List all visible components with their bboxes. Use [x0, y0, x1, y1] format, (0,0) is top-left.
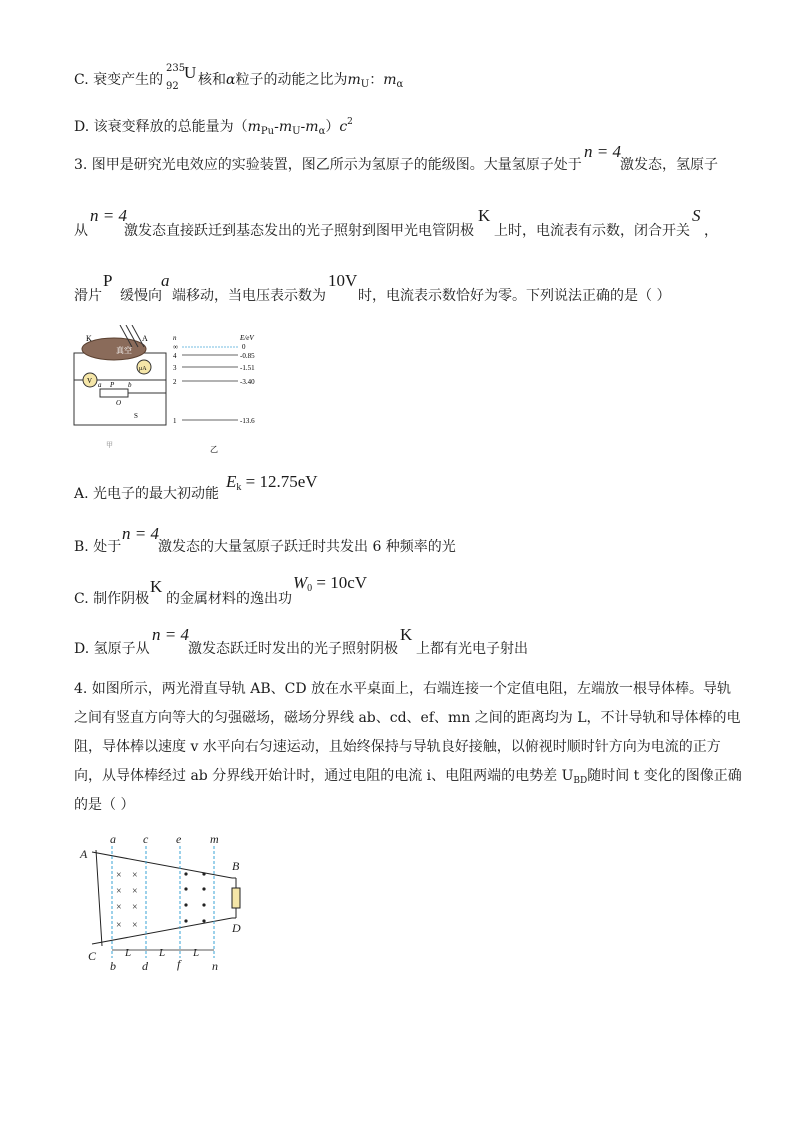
voltmeter-label: V: [87, 377, 93, 385]
level-2-e: -3.40: [240, 378, 255, 386]
mass-pu-sub: Pu: [260, 126, 275, 137]
rail-cd: [92, 918, 232, 944]
q4-line-2: 之间有竖直方向等大的匀强磁场，磁场分界线 ab、cd、ef、mn 之间的距离均为 L，不计导轨和导体棒的电: [74, 710, 741, 726]
mass-u-sub: U: [360, 79, 370, 90]
mass-u: m: [347, 72, 361, 88]
q3-l2a: 从: [74, 223, 88, 239]
option-c-text: [198, 71, 403, 94]
label-k: K: [86, 334, 92, 343]
option-d-energy: [74, 113, 353, 141]
field-boundaries: [112, 846, 214, 958]
paren-close: ）: [325, 119, 340, 135]
label-top-e: e: [176, 832, 182, 846]
q3-switch-s-text: S: [692, 206, 701, 225]
rail-magnetic-field-figure: [70, 832, 260, 977]
tube-label: 真空: [116, 346, 132, 355]
label-rail-a: A: [80, 847, 88, 861]
minus-1: -: [274, 119, 279, 135]
q3-option-c-k: K: [150, 577, 163, 596]
q3-l3a: 滑片: [74, 288, 102, 304]
q3-option-d-n4: [152, 626, 189, 644]
q3-option-d-post: 上都有光电子射出: [416, 641, 528, 657]
nuclide-mass-number: 235: [166, 63, 186, 74]
q3-l2d: ，: [704, 223, 718, 239]
q4-line-4: [74, 767, 742, 790]
figure-label-yi: 乙: [210, 445, 218, 454]
spacing-l-1: L: [125, 947, 132, 959]
label-top-m: m: [210, 832, 219, 846]
label-switch-s: S: [134, 412, 138, 420]
q3-slider-p: P: [103, 271, 113, 290]
level-1-e: -13.6: [240, 417, 255, 425]
option-d-prefix: D. 该衰变释放的总能量为（: [74, 119, 248, 135]
nuclide-symbol: U: [184, 63, 197, 82]
ek-sub: k: [236, 482, 242, 493]
ek-value: = 12.75eV: [241, 472, 318, 491]
q3-option-b-prefix: B. 处于: [74, 539, 122, 555]
svg-text:×: ×: [116, 870, 122, 881]
q4-line-1: 4. 如图所示，两光滑直导轨 AB、CD 放在水平桌面上，右端连接一个定值电阻，左端放一根导体棒。导轨: [74, 681, 732, 697]
q3-option-d-n4-text: n = 4: [152, 625, 189, 644]
label-bottom-b: b: [110, 959, 116, 973]
ratio-colon: ：: [369, 72, 384, 88]
q4-line-3: 阻，导体棒以速度 v 水平向右匀速运动，且始终保持与导轨良好接触，以俯视时顺时针方向为电流的正方: [74, 739, 721, 755]
work-function-sub: 0: [307, 583, 313, 594]
q3-option-b-n4-text: n = 4: [122, 524, 159, 543]
label-bottom-f: f: [177, 957, 181, 971]
resistor: [232, 888, 240, 908]
speed-of-light: c: [339, 119, 348, 135]
q3-n4-a-text: n = 4: [584, 142, 621, 161]
q3-voltage: 10V: [328, 271, 358, 290]
q3-n4-b-text: n = 4: [90, 206, 127, 225]
mass-u2: m: [278, 119, 293, 135]
spacing-l-2: L: [159, 947, 166, 959]
spacing-l-3: L: [193, 947, 200, 959]
level-1-n: 1: [173, 417, 177, 425]
q3-l3d: 时，电流表示数恰好为零。下列说法正确的是（ ）: [358, 288, 671, 304]
q3-cathode-k: K: [478, 206, 491, 225]
q3-option-a-formula: [226, 473, 318, 497]
option-c-mid: 核和: [198, 72, 226, 88]
level-inf-e: 0: [242, 343, 246, 351]
svg-text:×: ×: [116, 902, 122, 913]
q3-end-a-text: a: [161, 271, 170, 290]
mass-alpha: m: [383, 72, 397, 88]
q3-option-b-text: 激发态的大量氢原子跃迁时共发出 6 种频率的光: [158, 539, 456, 555]
mass-alpha2-sub: α: [318, 126, 326, 137]
q3-end-a: [161, 272, 170, 290]
q3-line-1: [74, 156, 582, 174]
svg-text:×: ×: [132, 870, 138, 881]
conductor-rod: [96, 850, 102, 946]
level-4-n: 4: [173, 352, 177, 360]
alpha-symbol: α: [226, 72, 236, 88]
rail-ab: [92, 852, 232, 878]
field-out-of-page: [184, 872, 205, 922]
mass-pu: m: [247, 119, 261, 135]
svg-text:×: ×: [132, 886, 138, 897]
svg-text:×: ×: [116, 886, 122, 897]
work-function-value: = 10cV: [312, 573, 368, 592]
svg-text:×: ×: [132, 920, 138, 931]
ek-symbol: E: [226, 472, 237, 491]
q4-line-4-tail: 随时间 t 变化的图像正确: [587, 768, 742, 784]
option-c-prefix: C. 衰变产生的: [74, 72, 164, 88]
e-header: E/eV: [240, 334, 254, 342]
q3-n4-a: [584, 143, 621, 161]
q3-l2b: 激发态直接跃迁到基态发出的光子照射到图甲光电管阴极: [124, 223, 474, 239]
label-small-o: O: [116, 399, 122, 407]
option-c-decay: [74, 71, 163, 89]
label-a: A: [142, 334, 148, 343]
q3-option-c-mid: 的金属材料的逸出功: [166, 591, 292, 607]
energy-level-diagram: [173, 334, 255, 454]
mass-alpha2: m: [305, 119, 319, 135]
q3-l2c: 上时，电流表有示数，闭合开关: [494, 223, 690, 239]
level-2-n: 2: [173, 378, 177, 386]
minus-2: -: [300, 119, 306, 135]
q3-l1a: 3. 图甲是研究光电效应的实验装置，图乙所示为氢原子的能级图。大量氢原子处于: [74, 157, 582, 173]
ubd-sub: BD: [573, 776, 588, 786]
rheostat: [100, 389, 128, 397]
label-small-a: a: [98, 381, 102, 389]
work-function-symbol: W: [293, 573, 308, 592]
q3-option-c-formula: [293, 574, 367, 598]
nuclide-charge-number: 92: [166, 81, 179, 92]
q3-option-d-prefix: D. 氢原子从: [74, 641, 150, 657]
level-3-n: 3: [173, 364, 177, 372]
q3-option-c-prefix: C. 制作阴极: [74, 591, 150, 607]
ammeter-label: μA: [139, 366, 147, 372]
mass-alpha-sub: α: [396, 79, 404, 90]
q3-option-d-mid: 激发态跃迁时发出的光子照射阴极: [188, 641, 398, 657]
label-small-p: P: [110, 381, 115, 389]
label-rail-b: B: [232, 859, 240, 873]
option-c-rest: 粒子的动能之比为: [235, 72, 348, 88]
q4-line-4-text: 向，从导体棒经过 ab 分界线开始计时，通过电阻的电流 i、电阻两端的电势差 U: [74, 768, 574, 784]
q3-option-d-k: K: [400, 625, 413, 644]
level-3-e: -1.51: [240, 364, 255, 372]
label-rail-d: D: [232, 921, 241, 935]
q3-option-a: A. 光电子的最大初动能: [74, 486, 220, 502]
label-bottom-d: d: [142, 959, 148, 973]
mass-u2-sub: U: [292, 126, 301, 137]
q3-option-b-n4: [122, 525, 159, 543]
q3-l3c: 端移动，当电压表示数为: [172, 288, 326, 304]
n-header: n: [173, 334, 177, 342]
q3-n4-b: [90, 207, 127, 225]
label-bottom-n: n: [212, 959, 218, 973]
label-rail-c: C: [88, 949, 97, 963]
q3-l3b: 缓慢向: [120, 288, 162, 304]
label-small-b: b: [128, 381, 132, 389]
photoelectric-figure: [70, 325, 270, 460]
label-top-a: a: [110, 832, 116, 846]
label-top-c: c: [143, 832, 149, 846]
field-into-page: [116, 870, 138, 931]
level-inf-n: ∞: [173, 343, 178, 351]
level-4-e: -0.85: [240, 352, 255, 360]
q3-switch-s: [692, 207, 701, 225]
q4-line-5: 的是（ ）: [74, 797, 135, 813]
power-2: 2: [347, 117, 353, 127]
svg-text:×: ×: [132, 902, 138, 913]
figure-label-jia: 甲: [106, 441, 113, 449]
svg-text:×: ×: [116, 920, 122, 931]
q3-line-1-tail: 激发态，氢原子: [620, 157, 718, 173]
